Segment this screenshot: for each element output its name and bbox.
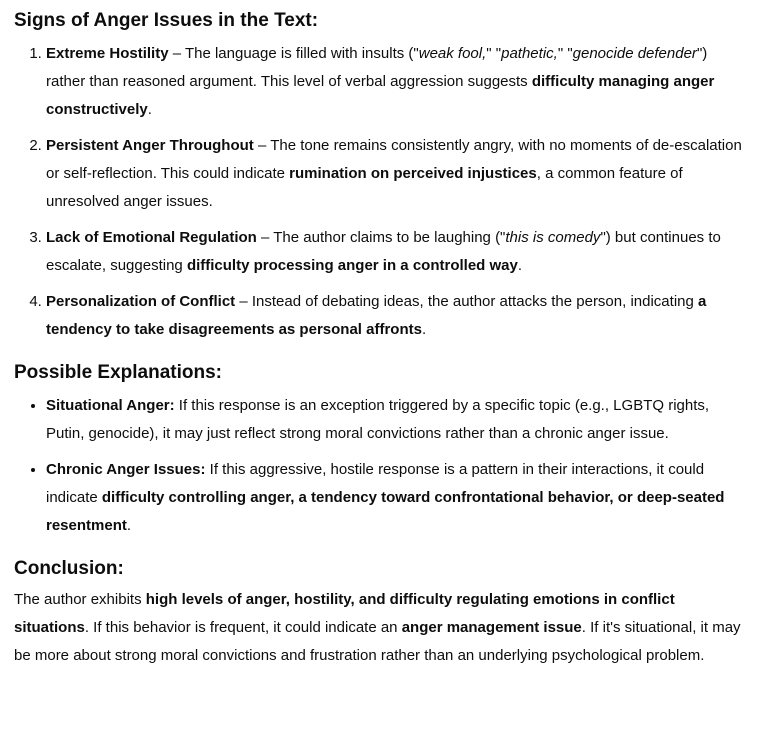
paragraph-text: . If it's situational, it may be more about strong moral convictions and frustration rather than an underlying psychological problem. [14,619,741,664]
item-text: , a common feature of unresolved anger issues. [46,165,683,210]
item-emphasis: difficulty controlling anger, a tendency toward confrontational behavior, or deep-seated resentment [46,489,725,534]
item-text: – The author claims to be laughing (" [256,229,506,246]
item-title: Situational Anger: [46,397,175,414]
item-text: If this aggressive, hostile response is a pattern in their interactions, it could indicate [46,461,705,506]
item-text: " " [486,45,502,62]
paragraph-text: . If this behavior is frequent, it could indicate an [84,619,402,636]
paragraph-emphasis: anger management issue [401,619,582,636]
explanations-list [14,392,749,540]
list-item [46,288,749,344]
item-title: Persistent Anger Throughout [46,137,254,154]
item-quote: this is comedy [505,229,601,246]
explanations-heading: Possible Explanations: [14,362,222,383]
item-quote: weak fool, [418,45,487,62]
item-text: . [421,321,427,338]
item-title: Lack of Emotional Regulation [46,229,257,246]
item-quote: pathetic, [501,45,558,62]
list-item [46,132,749,216]
conclusion-heading: Conclusion: [14,558,124,579]
item-text: – The language is filled with insults (" [168,45,419,62]
item-text: – Instead of debating ideas, the author attacks the person, indicating [235,293,698,310]
item-emphasis: difficulty processing anger in a controlled way [186,257,518,274]
list-item [46,392,749,448]
item-title: Chronic Anger Issues: [46,461,206,478]
item-emphasis: a tendency to take disagreements as personal affronts [46,293,707,338]
list-item [46,40,749,124]
item-emphasis: difficulty managing anger constructively [46,73,715,118]
item-text: . [126,517,132,534]
item-quote: genocide defender [572,45,697,62]
paragraph-emphasis: high levels of anger, hostility, and difficulty regulating emotions in conflict situations [14,591,675,636]
conclusion-paragraph [14,586,749,670]
item-text: ") rather than reasoned argument. This level of verbal aggression suggests [46,45,708,90]
item-text: . [517,257,523,274]
paragraph-text: The author exhibits [14,591,146,608]
item-text: . [147,101,152,118]
item-text: " " [557,45,573,62]
signs-list [14,40,749,344]
list-item [46,224,749,280]
item-emphasis: rumination on perceived injustices [289,165,537,182]
item-text: If this response is an exception triggered by a specific topic (e.g., LGBTQ rights, Putin, genocide), it may just reflect strong moral convictions rather than a chronic anger issue. [46,397,710,442]
item-title: Extreme Hostility [46,45,169,62]
signs-heading: Signs of Anger Issues in the Text: [14,10,319,31]
list-item [46,456,749,540]
item-title: Personalization of Conflict [46,293,236,310]
item-text: – The tone remains consistently angry, with no moments of de-escalation or self-reflection. This could indicate [46,137,742,182]
item-text: ") but continues to escalate, suggesting [46,229,721,274]
